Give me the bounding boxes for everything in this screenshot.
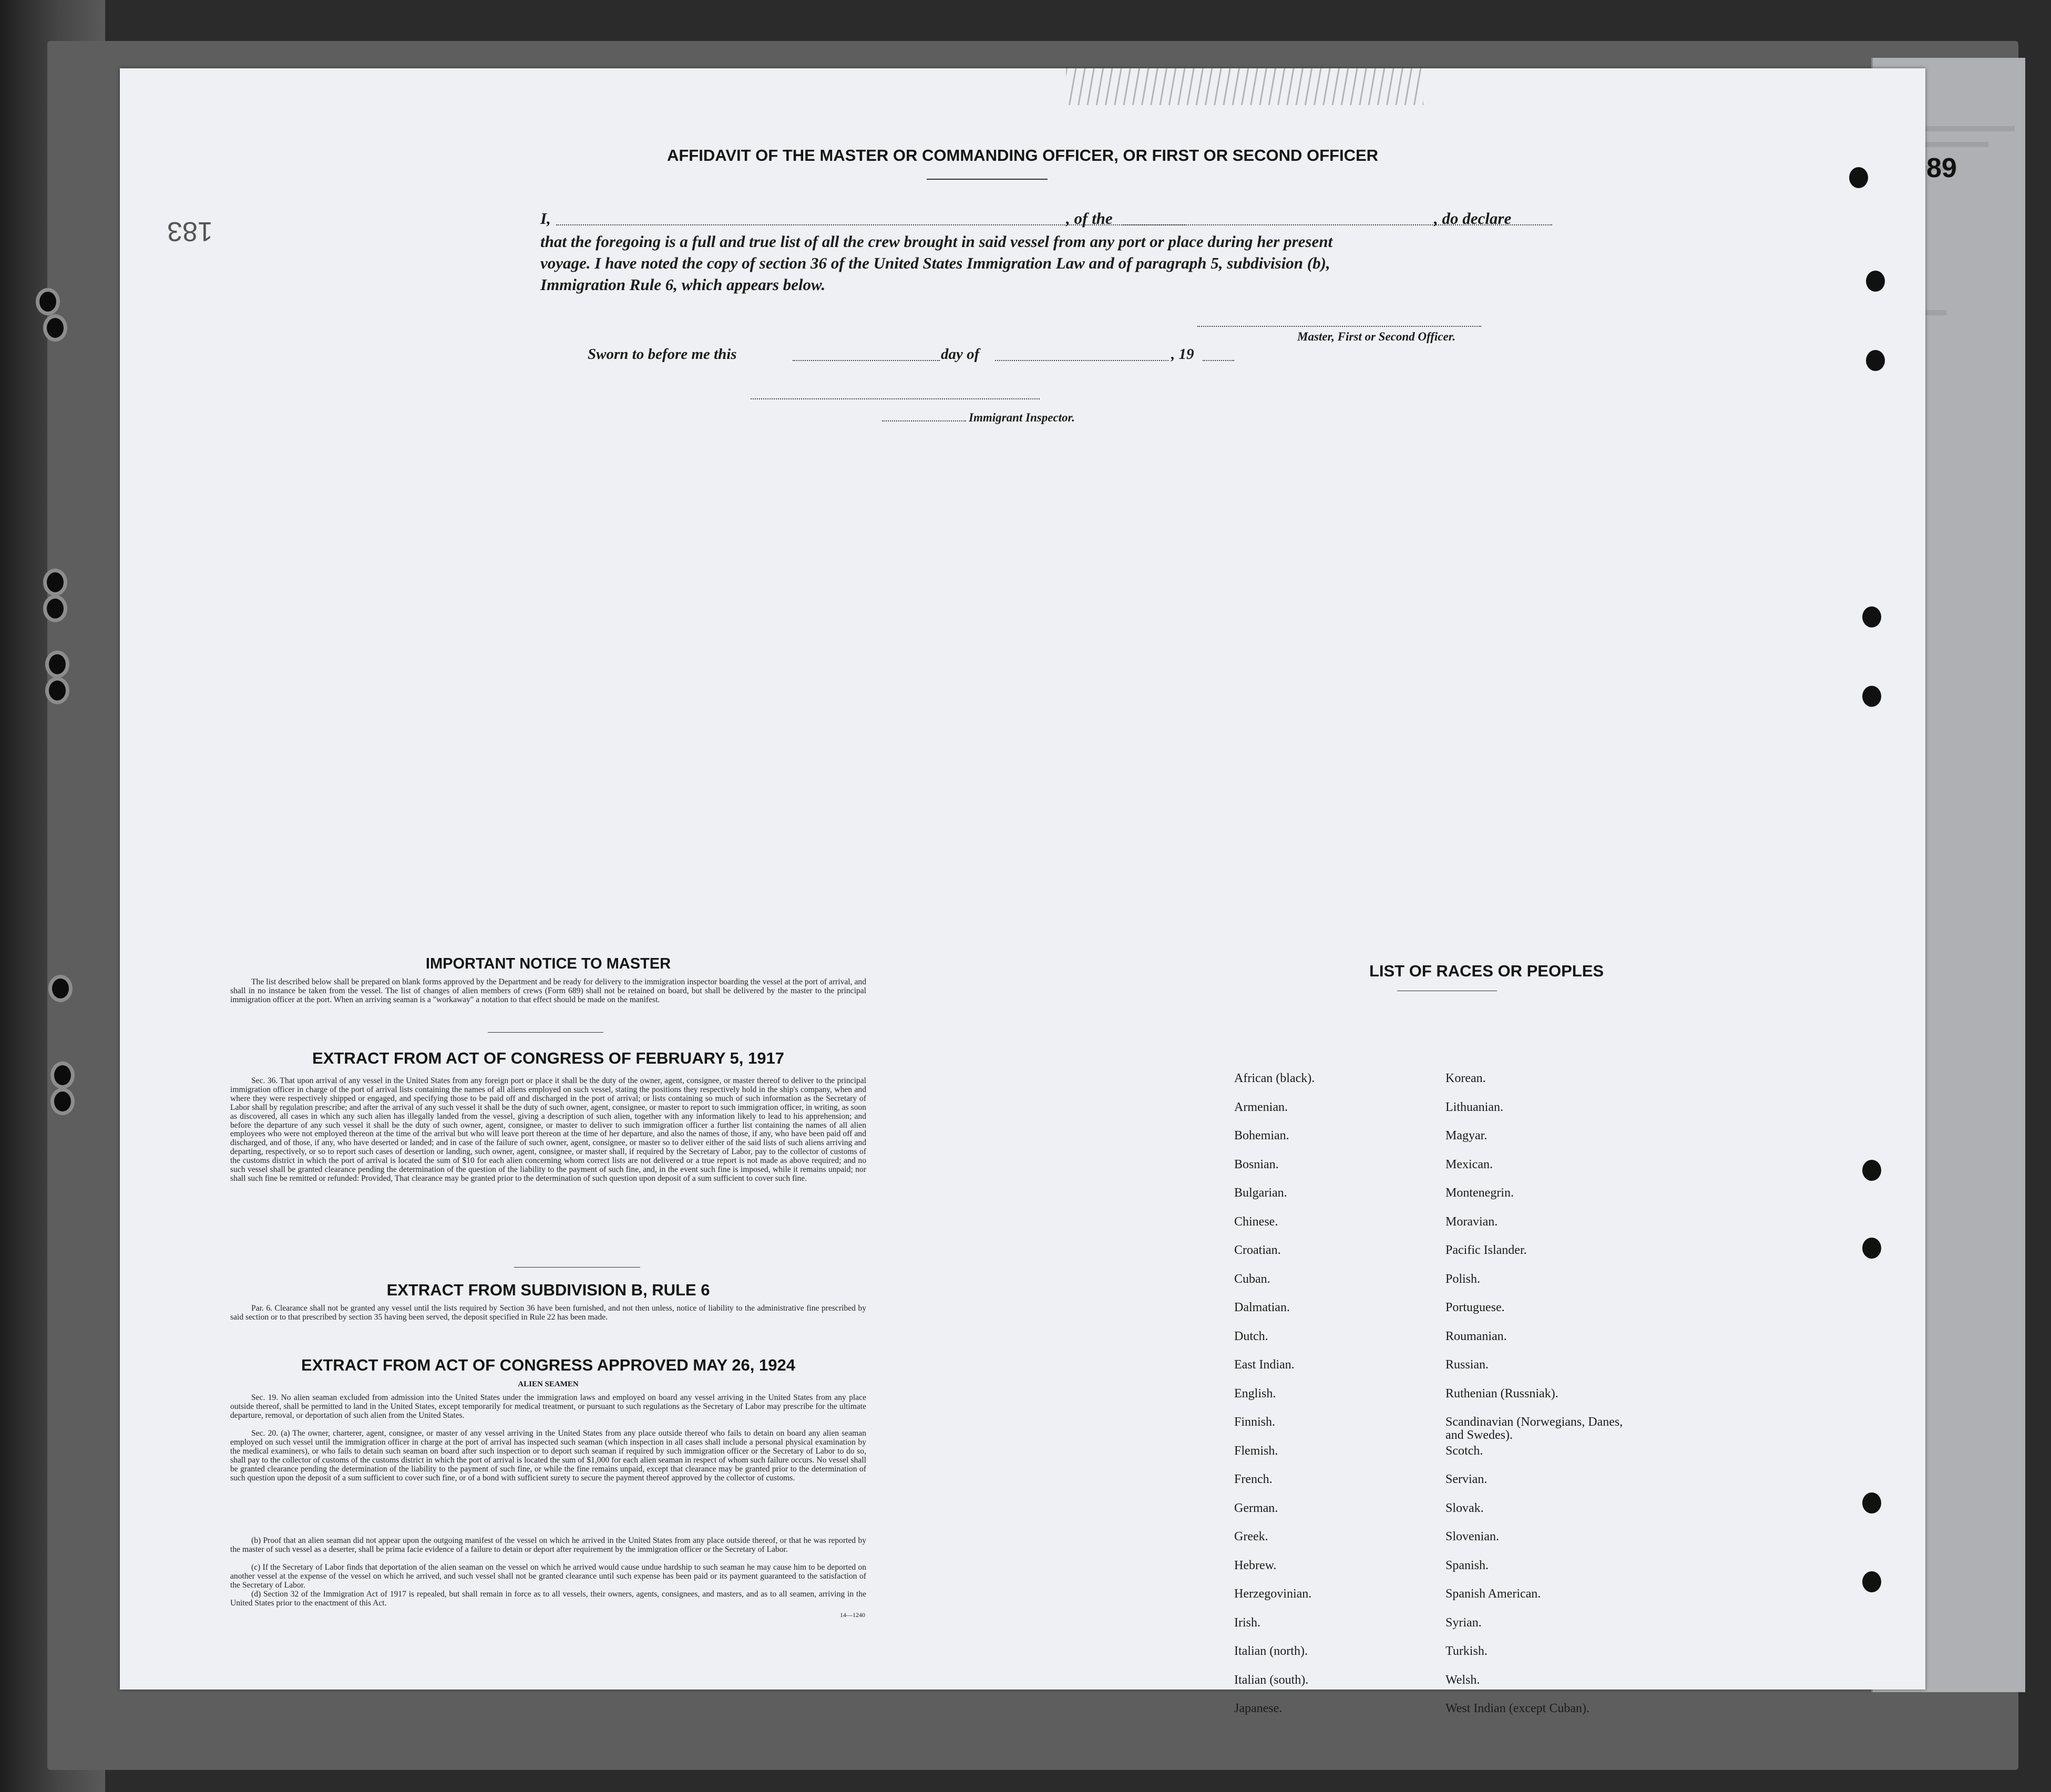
race-item: Russian. [1445, 1358, 1489, 1372]
extract-1917-title: EXTRACT FROM ACT OF CONGRESS OF FEBRUARY 5, 1917 [312, 1049, 784, 1067]
page-number: 89 [1926, 153, 1957, 183]
extract-1917-rule [514, 1267, 640, 1268]
race-item: Moravian. [1445, 1214, 1498, 1229]
affidavit-title: AFFIDAVIT OF THE MASTER OR COMMANDING OFFICER, OR FIRST OR SECOND OFFICER [666, 146, 1379, 164]
document-page [120, 68, 1925, 1715]
affidavit-line-3: voyage. I have noted the copy of section 36 of the United States Immigration Law and of paragraph 5, subdivision (b), [540, 254, 1330, 272]
binder-ring [45, 651, 69, 678]
extract-rule6-text: Par. 6. Clearance shall not be granted any vessel until the lists required by Section 36 have been furnished, and not then unless, notice of liability to the administrative fine prescribed by said section or to that prescribed by section 35 having been served, the deposit specified in Rule 22 has been made. [230, 1304, 866, 1322]
race-item: Finnish. [1234, 1415, 1276, 1429]
race-item: Syrian. [1445, 1615, 1482, 1630]
extract-1924-d: (d) Section 32 of the Immigration Act of 1917 is repealed, but shall remain in force as to all vessels, their owners, agents, consignees, and masters, and as to all seamen, arriving in the United States prior to the enactment of this Act. [230, 1590, 866, 1608]
sworn-year-blank[interactable] [1203, 360, 1234, 361]
race-item: German. [1234, 1501, 1278, 1515]
race-item: Irish. [1234, 1615, 1260, 1630]
race-item: Chinese. [1234, 1214, 1278, 1229]
extract-1924-title: EXTRACT FROM ACT OF CONGRESS APPROVED MAY 26, 1924 [301, 1356, 795, 1374]
notice-text: The list described below shall be prepared on blank forms approved by the Department and be ready for delivery to the immigration inspector boarding the vessel at the port of arrival, and shall in no instance be taken from the vessel. The list of changes of alien members of crews (Form 689) shall not be retained on board, but shall be delivered by the master to the principal immigration officer at the port. When an arriving seaman is a "workaway" a notation to that effect should be made on the manifest. [230, 977, 866, 1004]
race-item: Slovak. [1445, 1501, 1484, 1515]
form-number: 14—1240 [840, 1611, 865, 1619]
affidavit-i: I, [540, 209, 551, 228]
race-item: African (black). [1234, 1072, 1315, 1085]
alien-seamen-subtitle: ALIEN SEAMEN [518, 1380, 579, 1388]
race-item: Turkish. [1445, 1644, 1488, 1658]
race-item: Slovenian. [1445, 1530, 1499, 1543]
extract-1924-sec19: Sec. 19. No alien seaman excluded from admission into the United States under the immigration laws and employed on board any vessel arriving in the United States from any place outside thereof, shall be permitted to land in the United States, except temporarily for medical treatment, or pursuant to such regulations as the Secretary of Labor may prescribe for the ultimate departure, removal, or deportation of such alien from the United States. [230, 1393, 866, 1420]
race-item: Armenian. [1234, 1100, 1288, 1114]
race-item: West Indian (except Cuban). [1445, 1702, 1589, 1715]
race-item: Bosnian. [1234, 1157, 1279, 1171]
race-item: Spanish American. [1445, 1587, 1541, 1601]
extract-rule6-title: EXTRACT FROM SUBDIVISION B, RULE 6 [386, 1281, 710, 1299]
race-item: Spanish. [1445, 1558, 1489, 1572]
punch-hole [1862, 686, 1881, 707]
affidavit-line-4: Immigration Rule 6, which appears below. [540, 275, 826, 294]
binder-ring [43, 595, 67, 622]
sworn-day-blank[interactable] [793, 360, 940, 361]
affidavit-line-2: that the foregoing is a full and true list of all the crew brought in said vessel from any port or place during her present [540, 232, 1333, 251]
binder-ring [43, 314, 67, 342]
punch-hole [1866, 350, 1885, 371]
sworn-prefix: Sworn to before me this [588, 346, 737, 363]
punch-hole [1862, 1571, 1881, 1592]
punch-hole [1862, 1492, 1881, 1513]
punch-hole [1866, 271, 1885, 292]
race-item: Lithuanian. [1445, 1100, 1503, 1114]
affidavit-declare: , do declare [1434, 209, 1512, 228]
inspector-prefix-blank[interactable] [882, 420, 966, 421]
race-item: Magyar. [1445, 1129, 1488, 1142]
affidavit-title-rule [927, 179, 1048, 180]
races-title: LIST OF RACES OR PEOPLES [1369, 962, 1604, 980]
master-signature-label: Master, First or Second Officer. [1297, 330, 1456, 343]
race-item: Roumanian. [1445, 1329, 1507, 1343]
race-item: Cuban. [1234, 1272, 1270, 1286]
binder-ring [36, 288, 60, 315]
master-signature-blank[interactable] [1197, 326, 1481, 327]
race-item: English. [1234, 1386, 1276, 1400]
punch-hole [1862, 606, 1881, 627]
race-item: Croatian. [1234, 1243, 1281, 1257]
race-item: Bohemian. [1234, 1129, 1289, 1142]
race-item: Dutch. [1234, 1329, 1268, 1343]
race-item: Servian. [1445, 1472, 1488, 1486]
inspector-signature-blank[interactable] [751, 398, 1040, 399]
race-item: Dalmatian. [1234, 1301, 1290, 1314]
punch-hole [1862, 1160, 1881, 1181]
race-item: Pacific Islander. [1445, 1243, 1527, 1257]
bleed-through-marks [1066, 68, 1423, 105]
binder-ring [50, 1062, 75, 1089]
race-item: Scandinavian (Norwegians, Danes, and Swedes). [1445, 1415, 1623, 1442]
race-item: East Indian. [1234, 1358, 1295, 1372]
race-item: Hebrew. [1234, 1558, 1277, 1572]
binder-ring [50, 1088, 75, 1115]
inspector-label: Immigrant Inspector. [969, 411, 1075, 424]
notice-title: IMPORTANT NOTICE TO MASTER [425, 955, 671, 972]
race-item: Ruthenian (Russniak). [1445, 1386, 1558, 1400]
extract-1924-sec20a: Sec. 20. (a) The owner, charterer, agent, consignee, or master of any vessel arriving in the United States from any place outside thereof who fails to detain on board any alien seaman employed on such vessel until the immigration officer in charge at the port of arrival has inspected such seaman (which inspection in all cases shall include a personal physical examination by the medical examiners), or who fails to detain such seaman on board after such inspection or to deport such seaman if required by such immigration officer or the Secretary of Labor to do so, shall pay to the collector of customs of the customs district in which the port of arrival is located the sum of $1,000 for each alien seaman in respect of whom such failure occurs. No vessel shall be granted clearance pending the determination of the liability to the payment of such fine, or while the fine remains unpaid, except that clearance may be granted prior to the determination of such question upon the deposit of a sum sufficient to cover such fine, or of a bond with sufficient surety to secure the payment thereof approved by the collector of customs. [230, 1429, 866, 1482]
affidavit-of-the: , of the [1066, 209, 1113, 228]
notice-rule [488, 1032, 603, 1033]
race-item: Italian (north). [1234, 1644, 1308, 1658]
race-item: French. [1234, 1472, 1273, 1486]
race-item: Herzegovinian. [1234, 1587, 1312, 1601]
race-item: Scotch. [1445, 1444, 1483, 1458]
race-item: Korean. [1445, 1072, 1486, 1085]
sworn-month-blank[interactable] [995, 360, 1168, 361]
stamped-number: 183 [167, 216, 213, 246]
sworn-day-of: day of [941, 346, 980, 363]
binder-ring [43, 569, 67, 596]
race-item: Greek. [1234, 1530, 1268, 1543]
extract-1924-b: (b) Proof that an alien seaman did not appear upon the outgoing manifest of the vessel on which he arrived in the United States from any place outside thereof, or that he was reported by the master of such vessel as a deserter, shall be prima facie evidence of a failure to detain or deport after requirement by the immigration officer or the Secretary of Labor. [230, 1536, 866, 1554]
race-item: Welsh. [1445, 1673, 1480, 1687]
race-item: Japanese. [1234, 1702, 1283, 1715]
race-item: Mexican. [1445, 1157, 1493, 1171]
extract-1924-c: (c) If the Secretary of Labor finds that deportation of the alien seaman on the vessel on which he arrived would cause undue hardship to such seaman he may cause him to be deported on another vessel at the expense of the vessel on which he arrived, and such vessel shall not be granted clearance until such expense has been paid or its payment guaranteed to the satisfaction of the Secretary of Labor. [230, 1563, 866, 1590]
race-item: Flemish. [1234, 1444, 1278, 1458]
binder-ring [48, 975, 73, 1002]
race-item: Polish. [1445, 1272, 1481, 1286]
race-item: Portuguese. [1445, 1301, 1505, 1314]
race-item: Montenegrin. [1445, 1186, 1514, 1200]
race-item: Italian (south). [1234, 1673, 1309, 1687]
race-item: Bulgarian. [1234, 1186, 1287, 1200]
extract-1917-text: Sec. 36. That upon arrival of any vessel in the United States from any foreign port or place it shall be the duty of the owner, agent, consignee, or master thereof to deliver to the principal immigration officer in charge of the port of arrival lists containing the names of all aliens employed on such vessel, stating the positions they respectively hold in the ship's company, when and where they were respectively shipped or engaged, and specifying those to be paid off and discharged in the port of arrival; or lists containing so much of such information as the Secretary of Labor shall by regulation prescribe; and after the arrival of any such vessel it shall be the duty of such owner, agent, consignee, or master to report to such immigration officer, in writing, as soon as discovered, all cases in which any such alien has illegally landed from the vessel, giving a description of such alien, together with any information likely to lead to his apprehension; and before the departure of any such vessel it shall be the duty of such owner, agent, consignee, or master to deliver to such immigration officer a further list containing the names of all alien employees who were not employed thereon at the time of the arrival but who will leave port thereon at the time of her departure, and also the names of those, if any, who have been paid off and discharged, and of those, if any, who have deserted or landed; and in case of the failure of such owner, agent, consignee, or master so to deliver either of the said lists of such aliens arriving and departing, respectively, or so to report such cases of desertion or landing, such owner, agent, consignee, or master shall, if required by the Secretary of Labor, pay to the collector of customs of the customs district in which the port of arrival is located the sum of $10 for each alien concerning whom correct lists are not delivered or a true report is not made as above required; and no such vessel shall be granted clearance pending the determination of the question of the liability to the payment of such fine, and, in the event such fine is imposed, while it remains unpaid; nor shall such fine be remitted or refunded: Provided, That clearance may be granted prior to the determination of such question upon deposit of a sum sufficient to cover such fine. [230, 1076, 866, 1183]
punch-hole [1849, 167, 1868, 188]
sworn-year: , 19 [1171, 346, 1194, 363]
punch-hole [1862, 1238, 1881, 1259]
binder-ring [45, 677, 69, 704]
